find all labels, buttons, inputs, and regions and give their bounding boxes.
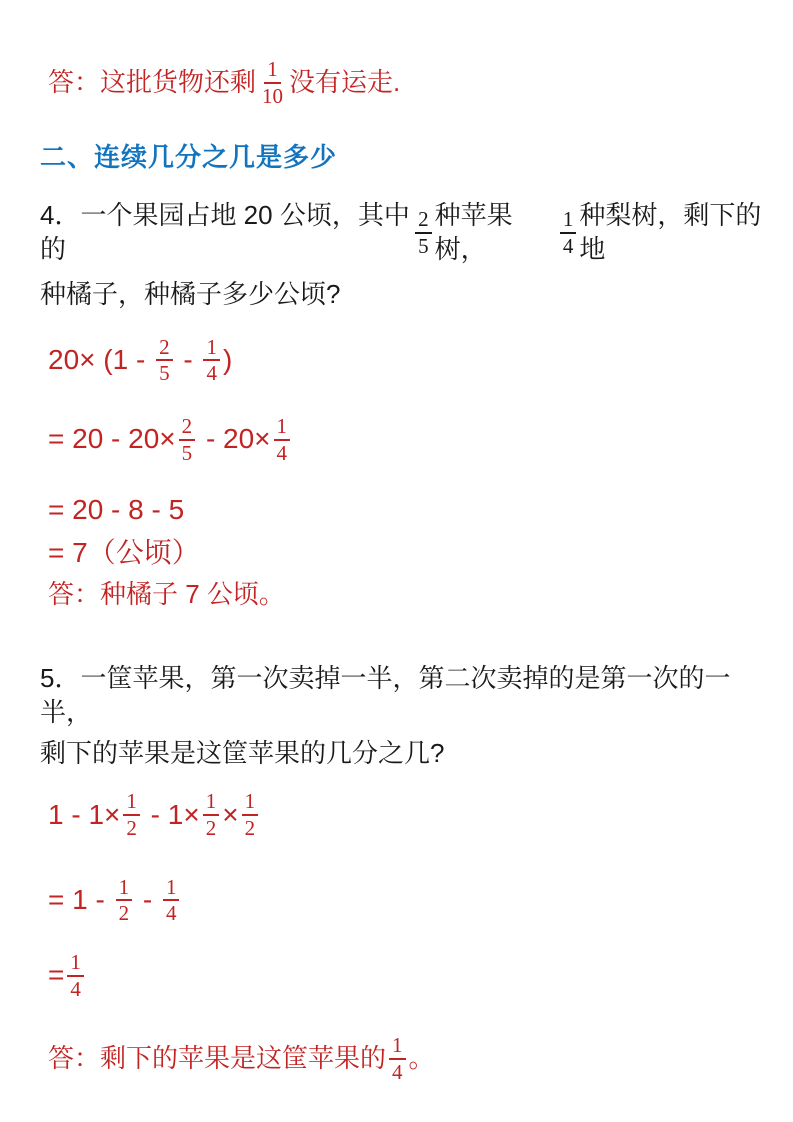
fraction (123, 790, 140, 839)
fraction (163, 876, 180, 925)
previous-answer-line (48, 58, 775, 107)
question-text: 种橘子，种橘子多少公顷? (40, 278, 341, 309)
fraction-denominator: 2 (244, 815, 256, 840)
fraction-numerator: 1 (274, 415, 291, 441)
fraction-denominator: 2 (126, 815, 137, 840)
question-text: 4．一个果园占地 20 公顷，其中的 (40, 200, 410, 264)
fraction (415, 208, 432, 257)
fraction-numerator: 2 (179, 415, 196, 441)
section-heading-label: 二、连续几分之几是多少 (40, 142, 338, 173)
fraction (274, 415, 291, 464)
math-text: = 20 - 8 - 5 (48, 494, 185, 526)
fraction-denominator: 4 (206, 361, 217, 386)
math-text: = 20 - 20× (48, 423, 176, 455)
math-text: 1 - 1× (48, 798, 121, 830)
math-text: = (48, 959, 65, 991)
answer-text: 答：剩下的苹果是这筐苹果的 (48, 1042, 387, 1073)
fraction-numerator: 1 (264, 58, 281, 84)
fraction (560, 208, 577, 257)
math-text: = 1 - (48, 884, 113, 915)
fraction (116, 876, 133, 925)
fraction (259, 58, 286, 107)
fraction-numerator: 1 (123, 790, 140, 816)
fraction-denominator: 5 (159, 361, 170, 386)
fraction-denominator: 2 (118, 901, 130, 926)
solution-step (48, 492, 775, 528)
question-5-text-line-2 (40, 737, 775, 771)
solution-step (48, 951, 775, 1000)
math-text: ) (222, 344, 233, 375)
fraction-denominator: 4 (165, 901, 177, 926)
fraction-numerator: 1 (67, 951, 84, 977)
question-text: 种苹果树， (434, 200, 513, 264)
math-text: - (135, 884, 160, 915)
question-4-text-line-1 (40, 199, 775, 267)
question-5-text-line-1 (40, 662, 775, 730)
fraction-denominator: 5 (181, 440, 193, 465)
question-text: 剩下的苹果是这筐苹果的几分之几? (40, 738, 445, 769)
solution-step (48, 535, 775, 571)
math-text: - (175, 344, 201, 375)
fraction (203, 336, 220, 385)
fraction-numerator: 2 (156, 336, 173, 362)
fraction (203, 790, 220, 839)
fraction (67, 951, 84, 1000)
solution-step (48, 876, 775, 925)
question-text: 5．一筐苹果，第一次卖掉一半，第二次卖掉的是第一次的一半， (40, 662, 731, 727)
question-5-answer-line (48, 1034, 775, 1083)
math-text: - 20× (198, 423, 271, 455)
question-text: 种梨树，剩下的地 (579, 200, 762, 264)
answer-text: 。 (408, 1042, 435, 1073)
solution-step (48, 336, 775, 385)
fraction-denominator: 4 (276, 440, 288, 465)
math-text: × (222, 798, 239, 830)
question-4-text-line-2 (40, 278, 775, 312)
fraction-numerator: 1 (163, 876, 180, 902)
question-4-answer-line (48, 578, 775, 612)
fraction-denominator: 5 (418, 233, 429, 258)
fraction (389, 1034, 406, 1083)
fraction-numerator: 1 (242, 790, 259, 816)
solution-step (48, 415, 775, 464)
math-text: - 1× (142, 798, 200, 830)
fraction-denominator: 10 (262, 83, 284, 108)
math-text: 20× (48, 344, 96, 375)
fraction-denominator: 2 (205, 815, 217, 840)
fraction (242, 790, 259, 839)
fraction-numerator: 1 (203, 336, 220, 362)
answer-text-suffix: 没有运走. (289, 66, 401, 97)
solution-step (48, 790, 775, 839)
fraction-numerator: 1 (560, 208, 577, 234)
fraction-denominator: 4 (70, 976, 81, 1001)
math-text: = 7（公顷） (48, 536, 200, 568)
fraction-numerator: 2 (415, 208, 432, 234)
fraction-denominator: 4 (392, 1059, 403, 1084)
fraction (179, 415, 196, 464)
answer-text: 答：种橘子 7 公顷。 (48, 579, 285, 609)
answer-text-prefix: 答：这批货物还剩 (48, 66, 257, 97)
math-text: (1 - (95, 344, 154, 375)
fraction-denominator: 4 (562, 233, 574, 258)
fraction-numerator: 1 (203, 790, 220, 816)
fraction (156, 336, 173, 385)
section-heading (40, 141, 775, 175)
fraction-numerator: 1 (116, 876, 133, 902)
fraction-numerator: 1 (389, 1034, 406, 1060)
